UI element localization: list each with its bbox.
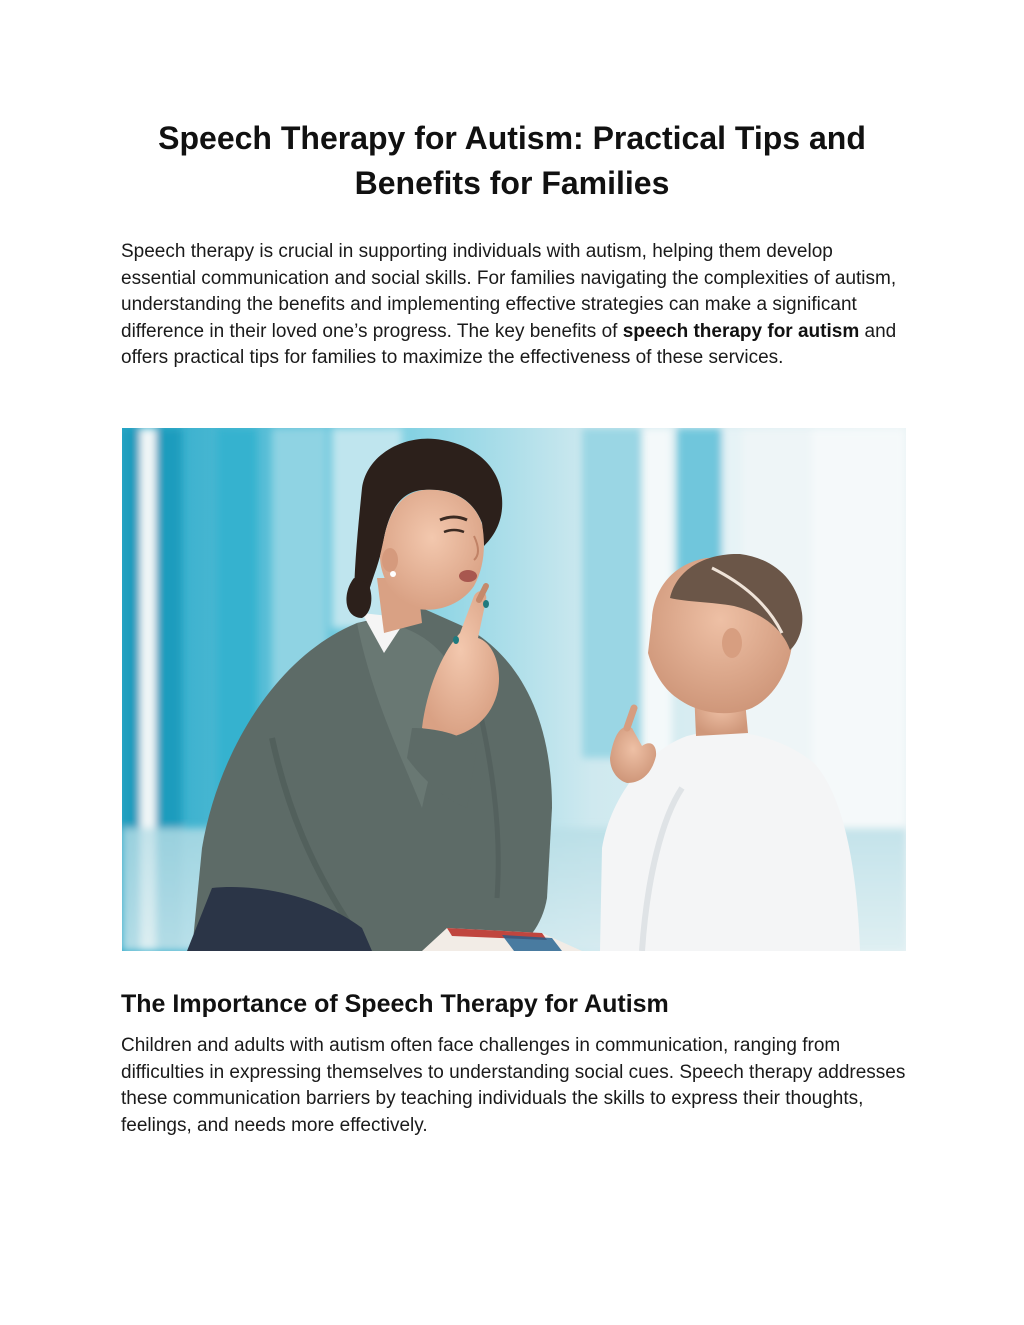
therapy-session-photo — [122, 428, 906, 951]
intro-bold-keyword: speech therapy for autism — [622, 320, 860, 342]
intro-text-start: Speech therapy is crucial in supporting individuals with autism, helping them develop essential communication and social skills. For families navigating the complexities of autism, understanding the benefits and implementing effective strategies can make a significant difference in their loved one’s progress. The key benefits of — [121, 241, 897, 342]
page-title: Speech Therapy for Autism: Practical Tips and Benefits for Families — [158, 120, 866, 201]
intro-paragraph — [121, 239, 906, 372]
intro-text-end: and offers practical tips for families to maximize the effectiveness of these services. — [121, 320, 897, 369]
section-paragraph: Children and adults with autism often face challenges in communication, ranging from difficulties in expressing themselves to understanding social cues. Speech therapy addresses these communication barriers by teaching individuals the skills to express their thoughts, feelings, and needs more effectively. — [121, 1035, 906, 1136]
section-heading: The Importance of Speech Therapy for Autism — [121, 990, 669, 1018]
